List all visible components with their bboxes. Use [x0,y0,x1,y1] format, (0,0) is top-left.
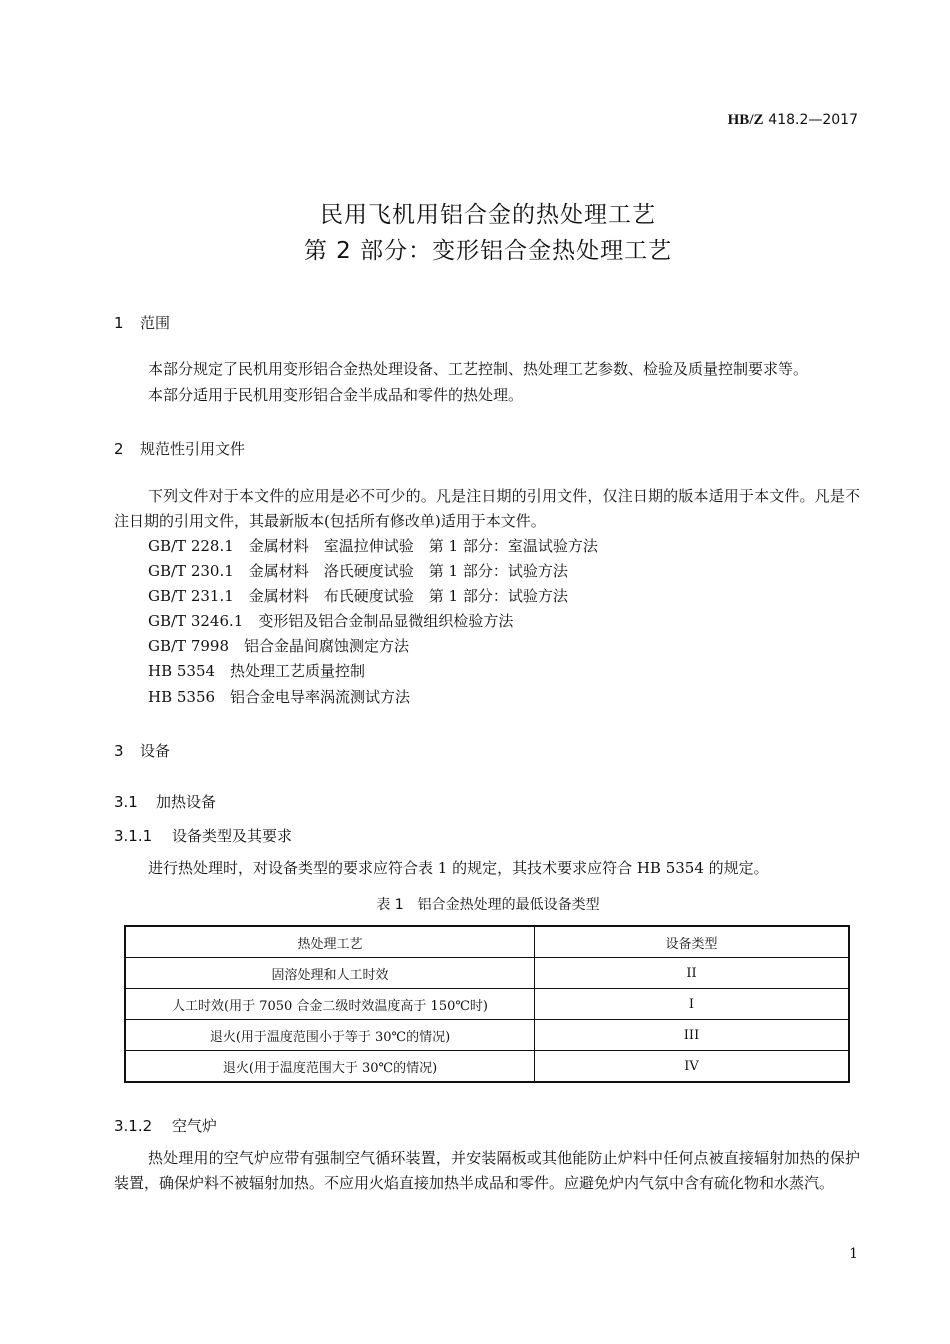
section-number: 3 [114,742,124,760]
section-3-1-1-paragraph: 进行热处理时，对设备类型的要求应符合表 1 的规定，其技术要求应符合 HB 5354 的规定。 [148,859,769,877]
table-cell: 退火(用于温度范围大于 30℃的情况) [125,1051,535,1083]
table-cell: 退火(用于温度范围小于等于 30℃的情况) [125,1020,535,1051]
table-cell: 固溶处理和人工时效 [125,958,535,989]
reference-item: HB 5356 铝合金电导率涡流测试方法 [148,688,411,706]
table-row [125,958,849,989]
section-3-1-1-heading [114,825,292,846]
section-3-heading [114,740,170,761]
standard-prefix: HB/Z [727,112,764,128]
table-cell: II [535,958,850,989]
section-title: 设备 [140,742,171,760]
table-cell: 人工时效(用于 7050 合金二级时效温度高于 150℃时) [125,989,535,1020]
section-1-paragraph-2: 本部分适用于民机用变形铝合金半成品和零件的热处理。 [148,386,524,404]
reference-item: HB 5354 热处理工艺质量控制 [148,662,366,680]
section-number: 1 [114,314,124,332]
section-1-paragraph-1: 本部分规定了民机用变形铝合金热处理设备、工艺控制、热处理工艺参数、检验及质量控制要求等。 [148,360,809,378]
document-subtitle: 第 2 部分：变形铝合金热处理工艺 [303,238,673,264]
reference-item: GB/T 228.1 金属材料 室温拉伸试验 第 1 部分：室温试验方法 [148,537,598,555]
section-3-1-heading [114,791,216,812]
table-header-row [125,926,849,958]
reference-item: GB/T 7998 铝合金晶间腐蚀测定方法 [148,637,410,655]
table-row [125,1020,849,1051]
section-title: 范围 [140,314,171,332]
section-2-paragraph: 下列文件对于本文件的应用是必不可少的。凡是注日期的引用文件，仅注日期的版本适用于本文件。凡是不注日期的引用文件，其最新版本(包括所有修改单)适用于本文件。 [114,487,860,530]
section-title: 空气炉 [172,1117,218,1135]
table-cell: III [535,1020,850,1051]
table-cell: I [535,989,850,1020]
equipment-type-table [124,925,850,1083]
page-number: 1 [849,1246,858,1262]
section-3-1-2-paragraph: 热处理用的空气炉应带有强制空气循环装置，并安装隔板或其他能防止炉料中任何点被直接辐射加热的保护装置，确保炉料不被辐射加热。不应用火焰直接加热半成品和零件。应避免炉内气氛中含有硫化物和水蒸汽。 [114,1149,860,1192]
section-number: 3.1 [114,793,138,811]
standard-number: 418.2—2017 [768,112,858,128]
document-title: 民用飞机用铝合金的热处理工艺 [320,202,656,228]
section-number: 3.1.1 [114,827,153,845]
section-3-1-2-heading [114,1115,217,1136]
table-header-cell: 设备类型 [535,926,850,958]
table-row [125,1051,849,1083]
reference-item: GB/T 231.1 金属材料 布氏硬度试验 第 1 部分：试验方法 [148,587,568,605]
table-caption: 表 1 铝合金热处理的最低设备类型 [376,897,600,913]
table-cell: IV [535,1051,850,1083]
reference-item: GB/T 230.1 金属材料 洛氏硬度试验 第 1 部分：试验方法 [148,562,568,580]
section-title: 设备类型及其要求 [172,827,293,845]
table-row [125,989,849,1020]
section-title: 加热设备 [156,793,217,811]
table-header-cell: 热处理工艺 [125,926,535,958]
section-1-heading [114,312,170,333]
section-2-heading [114,438,245,459]
section-number: 3.1.2 [114,1117,153,1135]
section-title: 规范性引用文件 [140,440,246,458]
section-number: 2 [114,440,124,458]
reference-item: GB/T 3246.1 变形铝及铝合金制品显微组织检验方法 [148,612,514,630]
standard-code [0,110,858,129]
